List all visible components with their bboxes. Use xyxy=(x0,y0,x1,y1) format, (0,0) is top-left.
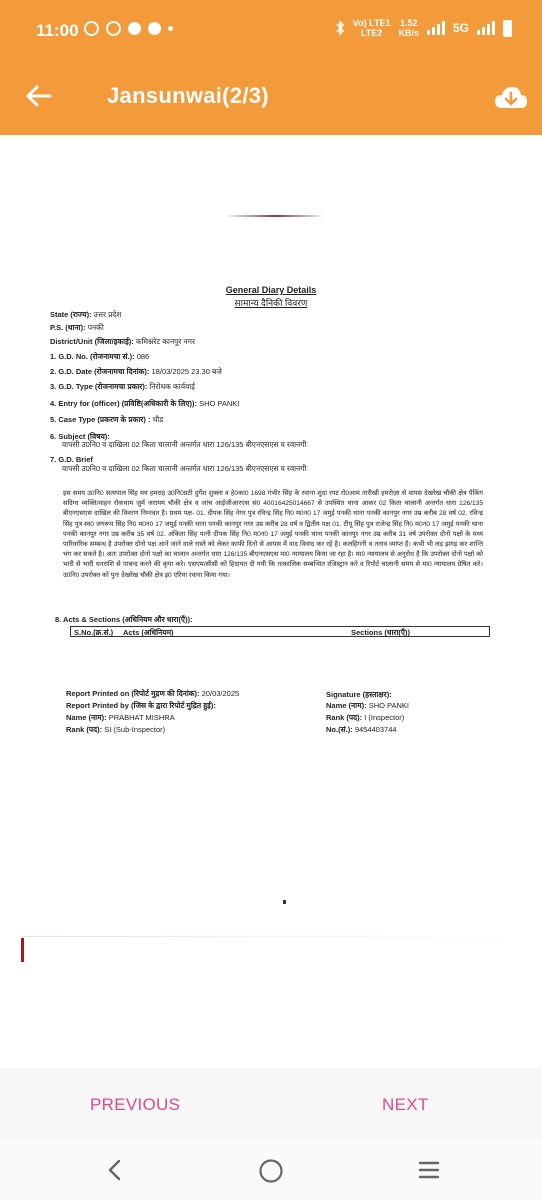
system-back-icon[interactable] xyxy=(104,1158,126,1182)
signature-rank: Rank (पद): I (Inspector) xyxy=(326,713,405,722)
network-label: Vo) LTE1 LTE2 xyxy=(352,18,391,38)
signature-name: Name (नाम): SHO PANKI xyxy=(326,701,409,710)
scan-speck xyxy=(283,900,286,904)
status-time: 11:00 xyxy=(36,21,79,40)
bluetooth-icon xyxy=(335,20,345,36)
previous-button[interactable]: PREVIOUS xyxy=(90,1095,181,1114)
acts-heading: 8. Acts & Sections (अधिनियम और धारा(एँ)): xyxy=(55,615,193,624)
acts-col-sections: Sections (धारा(एँ)) xyxy=(351,628,411,637)
report-printed-by: Report Printed by (जिस के द्वारा रिपोर्ट मुद्रित हुई): xyxy=(66,701,216,710)
brief-paragraph: इस समय उ0नि0 सत्यपाल सिंह मय हमराह उ0नि0प्रटी दुर्गेश शुक्ला व हे0का0 1698 गंभीर सिंह के रवाना शुदा रपट रो0आम तारीखी हमरोज़ा से वापस देखरेख चौकी क्षेत्र पैकिंग सदिग्ध व्यक्ति/वाहन रोकथाम जुर्म जरायम चौकी क्षेत्र व जांच आईजीआरएस सं0 40016425014667 से उपस्थित थाना आकर 02 किता चालानी अन्तर्गत धारा 126/135 बीएनएसएस दाखिल की विवरण निम्नवत है। प्रथम पक्ष- 01. दीपक सिंह नेगर पुत्र रविन्द्र सिंह नि0 म0न0 17 जमुई पनकी थाना पनकी कानपुर नगर उम्र करीब 28 वर्ष 02. रविन्द्र सिंह पुत्र स्व0 जगरूप सिंह नि0 म0न0 17 जमुई पनकी थाना पनकी कानपुर नगर उम्र करीब 28 वर्ष व द्वितीय पक्ष 01. टीपू सिंह पुत्र राजेन्द्र सिंह नि0 म0न0 17 जमुई पनकी थाना पनकी कानपुर नगर उम्र करीब 35 वर्ष 02. अंकिता सिंह पत्नी दीपक सिंह नि0 म0न0 17 जमुई पनकी थाना पनकी कानपुर नगर उम्र करीब 31 वर्ष उपरोक्त दोनो पक्षो के मध्य पारिवारिक सम्बन्ध है उपरोक्त दोनो पक्ष आने जाने वाले रास्ते को लेकर काफी दिनो से आपस में वाद विवाद कर रहे है। कलहिगनी व तनाव व्याप्त है। कभी भी लड़ झगड़ कर शान्ति भंग कर सकते है। अतः उपरोक्त दोनो पक्षो का चालान अन्तर्गत धारा 126/135 बीएनएसएस मा0 न्यायालय किया जा रहा है। मा0 न्यायालय से अनुरोध है कि उपरोक्त दोनो पक्षो को भारी से भारी धनराशि से पाबन्द करने की कृपा करे। एसएम/सीसी को हिदायत दी गयी कि तत्कालिक सम्बन्धित रजिस्ट्रान करे व रिपोर्ट चालानी समय से मा0 न्यायालय प्रेषित करे। उ0नि0 उपरोक्त को पुनः देखरेख चौकी क्षेत्र इ0 एरिया रवाना किया गया। xyxy=(63,490,483,579)
scan-red-mark xyxy=(21,938,24,962)
report-name: Name (नाम): PRABHAT MISHRA xyxy=(66,713,175,722)
data-speed: 1.52 KB/s xyxy=(398,18,419,38)
field-entry-for: 4. Entry for (officer) (प्रविष्टि(अधिकारी के लिए)): SHO PANKI xyxy=(50,399,240,408)
next-button[interactable]: NEXT xyxy=(382,1095,429,1114)
system-navigation-bar xyxy=(0,1140,542,1200)
page-navigation xyxy=(0,1068,542,1140)
field-gd-brief-value: वापसी उ0नि0 व दाखिला 02 किता चालानी अन्तर्गत धारा 126/135 बीएनएसएस व रवानगी xyxy=(62,464,307,473)
arrow-left-icon[interactable] xyxy=(22,79,56,113)
field-state: State (राज्य): उत्तर प्रदेश xyxy=(50,310,122,319)
field-gd-brief-label: 7. G.D. Brief xyxy=(50,455,93,464)
signal-icon xyxy=(427,21,445,35)
messenger-icon xyxy=(84,21,99,36)
snapchat-icon xyxy=(128,22,141,35)
system-menu-icon[interactable] xyxy=(417,1158,441,1182)
status-right xyxy=(335,18,512,38)
system-home-icon[interactable] xyxy=(258,1158,284,1184)
snapchat-icon-2 xyxy=(148,22,161,35)
signature-heading: Signature (हस्ताक्षर): xyxy=(326,690,392,699)
page-title: Jansunwai(2/3) xyxy=(107,83,269,108)
field-ps: P.S. (थाना): पनकी xyxy=(50,323,104,332)
scan-edge-line xyxy=(22,936,512,937)
field-subject-label: 6. Subject (विषय): xyxy=(50,432,110,441)
signal-icon-2 xyxy=(477,21,495,35)
field-gd-no: 1. G.D. No. (रोजनामचा सं.): 086 xyxy=(50,352,150,361)
acts-col-acts: Acts (अधिनियम) xyxy=(123,628,174,637)
document-title-hindi: सामान्य दैनिकी विवरण xyxy=(234,298,308,308)
status-bar xyxy=(0,0,542,57)
acts-col-sno: S.No.(क्र.सं.) xyxy=(74,628,114,637)
acts-table-header xyxy=(70,626,490,637)
document-title: General Diary Details xyxy=(225,285,317,295)
battery-icon xyxy=(503,20,512,37)
report-rank: Rank (पद): SI (Sub-Inspector) xyxy=(66,725,166,734)
field-district: District/Unit (जिला/इकाई): कमिश्नरेट कानपुर नगर xyxy=(50,337,196,346)
document-viewer[interactable] xyxy=(0,135,542,1068)
field-gd-type: 3. G.D. Type (रोजनामचा प्रकार): निरोधक कार्यवाई xyxy=(50,382,195,391)
whatsapp-icon xyxy=(106,21,121,36)
notification-icons xyxy=(84,21,173,36)
cloud-download-icon[interactable] xyxy=(494,84,528,112)
network-type: 5G xyxy=(452,21,469,35)
app-bar xyxy=(0,57,542,135)
field-case-type: 5. Case Type (प्रकरण के प्रकार) : चौड xyxy=(50,415,164,424)
field-subject-value: वापसी उ0नि0 व दाखिला 02 किता चालानी अन्तर्गत धारा 126/135 बीएनएसएस व रवानगी xyxy=(62,440,307,449)
document-top-line xyxy=(228,215,322,217)
field-gd-date: 2. G.D. Date (रोजनामचा दिनांक): 18/03/2025 23.30 बजे xyxy=(50,367,222,376)
report-printed-on: Report Printed on (रिपोर्ट मुद्रण की दिनांक): 20/03/2025 xyxy=(66,689,240,698)
more-notifications-icon xyxy=(168,26,173,31)
signature-no: No.(सं.): 9454403744 xyxy=(326,725,397,734)
